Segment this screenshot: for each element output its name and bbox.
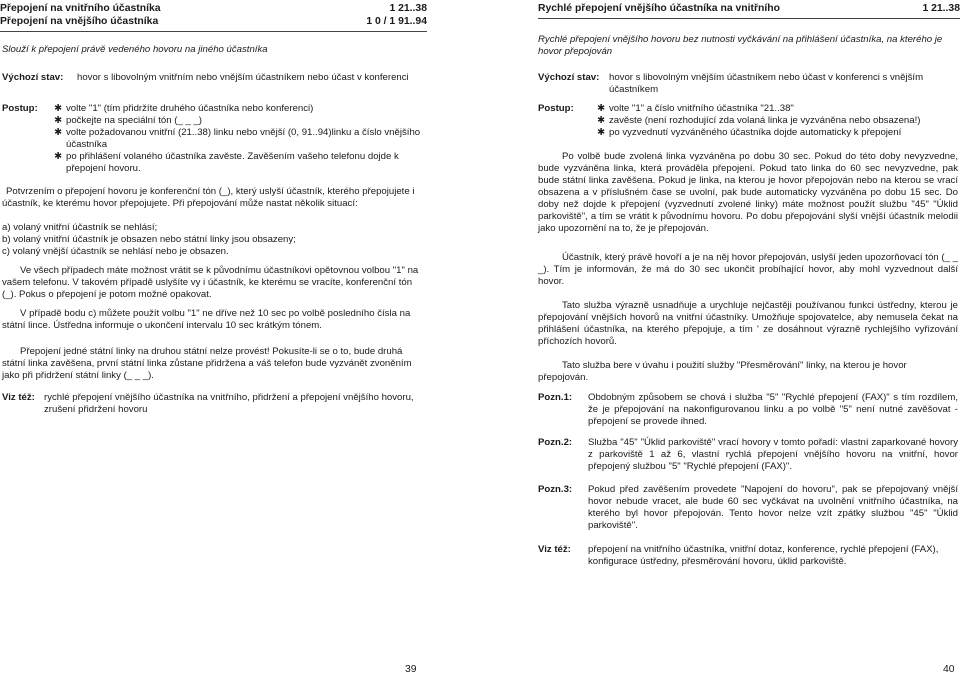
section-title: Rychlé přepojení vnějšího účastníka na vnitřního	[538, 3, 780, 14]
paragraph: Po volbě bude zvolená linka vyzváněna po dobu 30 sec. Pokud do této doby nevyzvedne, bude vyzváněna linka, která prováděla přepojení. Pokud tato linka do 60 sec nevyzvedne, pak bude státní linka zavěšena. Pokud je linka, na kterou je hovor přepojován nebo na kterou se vrací obsazena a v příslušném čase se uvolní, pak bude automaticky vyzváněna po dobu 15 sec. Do doby než dojde k přepojení (vyzvednutí zvolené linky) máte možnost použít službu "45" "Úklid parkoviště", a tím se vrátit k původnímu hovoru. Po dobu přepojování slyší vnější účastník melodii jako upozornění na to, že je přepojován.	[538, 151, 958, 234]
header-row	[0, 2, 427, 15]
paragraph: V případě bodu c) můžete použít volbu "1" ne dříve než 10 sec po volbě posledního čísla na státní lince. Ústředna informuje o ukončení intervalu 10 sec krátkým tónem.	[2, 308, 411, 331]
step-text: volte "1" (tím přidržíte druhého účastníka nebo konferenci)	[66, 103, 314, 114]
paragraph: Účastník, který právě hovoří a je na něj hovor přepojován, uslyší jeden upozorňovací tón (_ _ _). Tím je informován, že má do 30 sec ukončit probíhající hovor, aby mohl vyzvednout další hovor.	[538, 252, 958, 287]
note-label: Pozn.3:	[538, 484, 573, 495]
left-page	[0, 0, 427, 677]
procedure	[538, 103, 958, 139]
step-text: volte "1" a číslo vnitřního účastníka "21..38"	[609, 103, 794, 114]
asterisk-icon: ✱	[53, 103, 63, 114]
initial-state-label: Výchozí stav:	[2, 72, 64, 83]
initial-state-label: Výchozí stav:	[538, 72, 600, 83]
note	[538, 484, 958, 532]
procedure-step	[50, 127, 422, 151]
see-also-text: přepojení na vnitřního účastníka, vnitřní dotaz, konference, rychlé přepojení (FAX), konfigurace ústředny, přesměrování hovoru, úklid parkoviště.	[588, 544, 939, 567]
note-text: Pokud před zavěšením provedete "Napojení do hovoru", pak se přepojovaný vnější hovor nebude vracet, ale bude 60 sec vyčkávat na uvolnění vnitřního účastníka, na kterého byl hovor přepojován. Tento hovor nelze vzít zpátky službou "45" "Úklid parkoviště".	[588, 484, 958, 531]
header-row	[0, 15, 427, 28]
asterisk-icon: ✱	[596, 127, 606, 138]
see-also	[538, 544, 958, 568]
step-text: zavěste (není rozhodující zda volaná linka je vyzváněna nebo obsazena!)	[609, 115, 921, 126]
procedure-step	[593, 103, 958, 115]
initial-state-text: hovor s libovolným vnějším účastníkem nebo účast v konferenci s vnějším účastníkem	[609, 72, 924, 95]
note-label: Pozn.1:	[538, 392, 573, 403]
procedure-step	[593, 127, 958, 139]
procedure	[2, 103, 422, 175]
situation-item: a) volaný vnitřní účastník se nehlásí;	[2, 222, 158, 233]
page-number: 39	[405, 664, 417, 675]
see-also-text: rychlé přepojení vnějšího účastníka na vnitřního, přidržení a přepojení vnějšího hovoru, zrušení přidržení hovoru	[44, 392, 414, 415]
step-text: po přihlášení volaného účastníka zavěste. Zavěšením vašeho telefonu dojde k přepojení hovoru.	[66, 151, 399, 174]
note	[538, 437, 958, 473]
dial-code: 1 0 / 1 91..94	[366, 16, 427, 27]
subtitle: Slouží k přepojení právě vedeného hovoru na jiného účastníka	[2, 44, 268, 55]
right-header	[538, 2, 960, 19]
initial-state	[538, 72, 958, 96]
subtitle: Rychlé přepojení vnějšího hovoru bez nutnosti vyčkávání na přihlášení účastníka, na kterého je hovor přepojován	[538, 34, 943, 57]
page-number: 40	[943, 664, 955, 675]
procedure-step	[593, 115, 958, 127]
paragraph: Tato služba výrazně usnadňuje a urychluje nejčastěji používanou funkci ústředny, kterou je přepojování vnějších hovorů na vnitřní účastníky. Umožňuje spojovatelce, aby nemusela čekat na přihlášení účastníka, na kterého přepojuje, a tím ' ze dosáhnout výrazně rychlejšího vyřizování příchozích hovorů.	[538, 300, 958, 347]
paragraph: Tato služba bere v úvahu i použití služby "Přesměrování" linky, na kterou je hovor přepojován.	[538, 360, 907, 383]
procedure-step	[50, 103, 422, 115]
asterisk-icon: ✱	[53, 151, 63, 162]
procedure-step	[50, 151, 422, 175]
see-also-label: Viz též:	[2, 392, 35, 403]
see-also	[2, 392, 422, 416]
right-page	[538, 0, 960, 677]
asterisk-icon: ✱	[596, 103, 606, 114]
header-row	[538, 2, 960, 15]
procedure-label: Postup:	[538, 103, 574, 114]
section-title: Přepojení na vnitřního účastníka	[0, 3, 161, 14]
header-divider	[538, 18, 960, 19]
see-also-label: Viz též:	[538, 544, 571, 555]
situation-item: c) volaný vnější účastník se nehlásí nebo je obsazen.	[2, 246, 229, 257]
note-text: Obdobným způsobem se chová i služba "5" "Rychlé přepojení (FAX)" s tím rozdílem, že je přepojování na nakonfigurovanou linku a po volbě "5" není nutné zavěšovat - přepojení se provede ihned.	[588, 392, 958, 427]
initial-state-text: hovor s libovolným vnitřním nebo vnějším účastníkem nebo účast v konferenci	[77, 72, 409, 83]
note-label: Pozn.2:	[538, 437, 573, 448]
note-text: Služba "45" "Úklid parkoviště" vrací hovory v tomto pořadí: vlastní zaparkované hovory z parkoviště 1 až 6, vlastní rychlá přepojení vnějšího hovoru na vnitřní, hovor přepojený službou "5" "Rychlé přepojení (FAX)".	[588, 437, 958, 472]
procedure-step	[50, 115, 422, 127]
procedure-label: Postup:	[2, 103, 38, 114]
situation-list	[2, 222, 422, 258]
procedure-steps	[50, 103, 422, 175]
step-text: volte požadovanou vnitřní (21..38) linku nebo vnější (0, 91..94)linku a číslo vnějšího účastníka	[66, 127, 421, 150]
section-title: Přepojení na vnějšího účastníka	[0, 16, 159, 27]
initial-state	[2, 72, 422, 84]
procedure-steps	[593, 103, 958, 139]
header-divider	[0, 31, 427, 32]
dial-code: 1 21..38	[389, 3, 427, 14]
note	[538, 392, 958, 428]
step-text: po vyzvednutí vyzváněného účastníka dojde automaticky k přepojení	[609, 127, 902, 138]
left-header	[0, 2, 427, 32]
dial-code: 1 21..38	[922, 3, 960, 14]
paragraph: Přepojení jedné státní linky na druhou státní nelze provést! Pokusíte-li se o to, bude druhá státní linka zavěšena, první státní linka zůstane přidržena a váš telefon bude vyzvánět zvoněním jako při přidržení státní linky (_ _ _).	[2, 346, 412, 381]
paragraph: Potvrzením o přepojení hovoru je konferenční tón (_), který uslyší účastník, kterého přepojujete i účastník, ke kterému hovor přepojujete. Při přepojování může nastat několik situací:	[2, 186, 415, 209]
paragraph: Ve všech případech máte možnost vrátit se k původnímu účastníkovi opětovnou volbou "1" na vašem telefonu. V takovém případě uslyšíte vy i účastník, ke kterému se vracíte, konferenční tón (_). Pokus o přepojení je potom možné opakovat.	[2, 265, 419, 300]
asterisk-icon: ✱	[53, 115, 63, 126]
asterisk-icon: ✱	[596, 115, 606, 126]
step-text: počkejte na speciální tón (_ _ _)	[66, 115, 202, 126]
asterisk-icon: ✱	[53, 127, 63, 138]
situation-item: b) volaný vnitřní účastník je obsazen nebo státní linky jsou obsazeny;	[2, 234, 296, 245]
